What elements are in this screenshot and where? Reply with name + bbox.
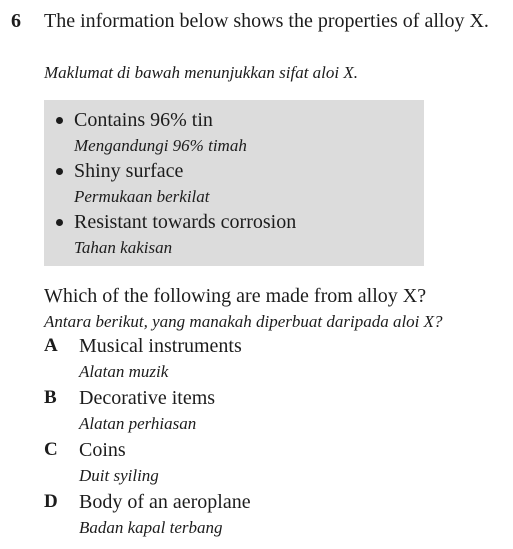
option-text: Musical instruments bbox=[79, 335, 242, 357]
question-prompt: Which of the following are made from alloy X? bbox=[44, 285, 427, 307]
bullet-icon bbox=[56, 219, 63, 226]
option-letter: D bbox=[44, 491, 58, 512]
option-text-malay: Alatan perhiasan bbox=[79, 414, 197, 433]
properties-box bbox=[44, 100, 424, 266]
option-text-malay: Badan kapal terbang bbox=[79, 518, 223, 537]
property-text: Contains 96% tin bbox=[74, 109, 213, 131]
property-text: Resistant towards corrosion bbox=[74, 211, 297, 233]
property-text-malay: Mengandungi 96% timah bbox=[74, 136, 247, 155]
question-stem-malay: Maklumat di bawah menunjukkan sifat aloi X. bbox=[44, 63, 358, 82]
option-text: Decorative items bbox=[79, 387, 216, 409]
option-text: Coins bbox=[79, 439, 126, 461]
option-letter: C bbox=[44, 439, 58, 460]
option-letter: B bbox=[44, 387, 57, 408]
option-text-malay: Alatan muzik bbox=[79, 362, 169, 381]
question-stem: The information below shows the properties of alloy X. bbox=[44, 10, 489, 32]
option-text: Body of an aeroplane bbox=[79, 491, 251, 513]
option-letter: A bbox=[44, 335, 58, 356]
bullet-icon bbox=[56, 117, 63, 124]
option-text-malay: Duit syiling bbox=[79, 466, 159, 485]
property-text-malay: Permukaan berkilat bbox=[74, 187, 210, 206]
property-text-malay: Tahan kakisan bbox=[74, 238, 173, 257]
property-text: Shiny surface bbox=[74, 160, 184, 182]
bullet-icon bbox=[56, 168, 63, 175]
question-prompt-malay: Antara berikut, yang manakah diperbuat daripada aloi X? bbox=[44, 312, 443, 331]
question-number: 6 bbox=[11, 10, 21, 32]
